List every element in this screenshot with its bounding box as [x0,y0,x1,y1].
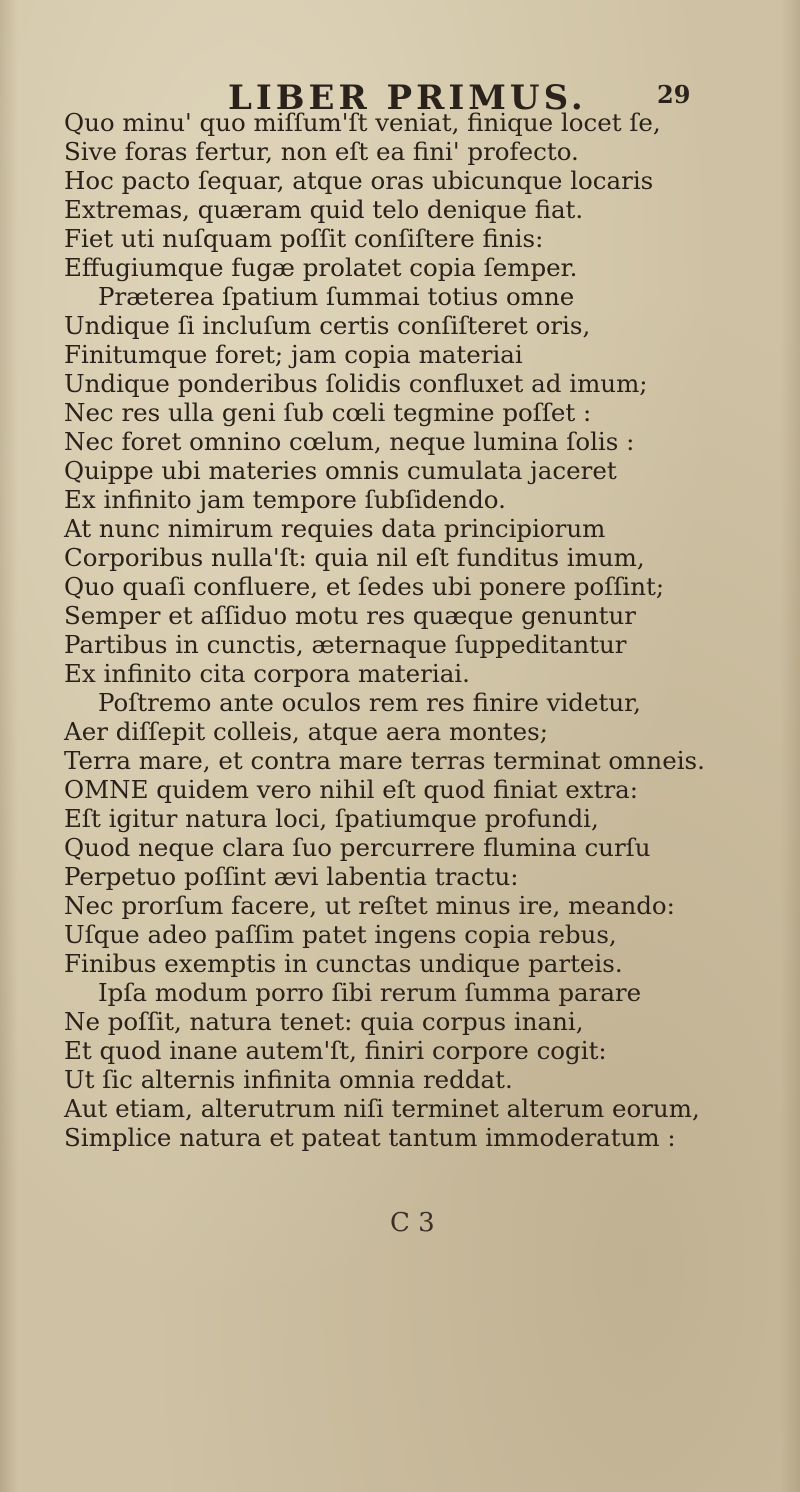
verse-line: Quod neque clara ſuo percurrere flumina curſu [64,833,651,862]
verse-line: Terra mare, et contra mare terras terminat omneis. [64,746,705,775]
verse-line: Undique ponderibus ſolidis confluxet ad imum; [64,369,648,398]
verse-line: Quo minu' quo miſſum'ſt veniat, finique locet ſe, [64,108,661,137]
running-head: LIBER PRIMUS. [228,78,587,118]
verse-line: Finitumque foret; jam copia materiai [64,340,523,369]
verse-line: Nec res ulla geni ſub cœli tegmine poſſet : [64,398,592,427]
verse-line: Fiet uti nuſquam poſſit conſiſtere finis: [64,224,544,253]
verse-line: Nec prorſum facere, ut reſtet minus ire, meando: [64,891,675,920]
verse-line: Eſt igitur natura loci, ſpatiumque profundi, [64,804,599,833]
verse-line: OMNE quidem vero nihil eſt quod finiat extra: [64,775,639,804]
verse-line: Perpetuo poſſint ævi labentia tractu: [64,862,519,891]
verse-line: Ex infinito cita corpora materiai. [64,659,470,688]
verse-line: Ipſa modum porro ſibi rerum ſumma parare [98,978,642,1007]
verse-line: Et quod inane autem'ſt, finiri corpore cogit: [64,1036,607,1065]
verse-line: Præterea ſpatium ſummai totius omne [98,282,575,311]
verse-line: Quippe ubi materies omnis cumulata jaceret [64,456,617,485]
verse-line: Ut ſic alternis infinita omnia reddat. [64,1065,513,1094]
verse-line: Ne poſſit, natura tenet: quia corpus inani, [64,1007,584,1036]
verse-line: Sive foras fertur, non eſt ea fini' profecto. [64,137,579,166]
verse-line: Uſque adeo paſſim patet ingens copia rebus, [64,920,617,949]
verse-line: Effugiumque fugæ prolatet copia ſemper. [64,253,578,282]
verse-line: Quo quaſi confluere, et ſedes ubi ponere poſſint; [64,572,665,601]
verse-line: Ex infinito jam tempore ſubſidendo. [64,485,506,514]
verse-line: Hoc pacto ſequar, atque oras ubicunque locaris [64,166,654,195]
verse-line: Semper et aſſiduo motu res quæque genuntur [64,601,636,630]
verse-line: Undique ſi incluſum certis conſiſteret oris, [64,311,591,340]
verse-line: Aut etiam, alterutrum niſi terminet alterum eorum, [64,1094,700,1123]
verse-line: Nec foret omnino cœlum, neque lumina ſolis : [64,427,635,456]
verse-line: Partibus in cunctis, æternaque ſuppeditantur [64,630,627,659]
verse-line: Corporibus nulla'ſt: quia nil eſt funditus imum, [64,543,645,572]
page-number: 29 [657,80,691,109]
verse-line: At nunc nimirum requies data principiorum [64,514,606,543]
verse-line: Poſtremo ante oculos rem res finire videtur, [98,688,641,717]
verse-line: Finibus exemptis in cunctas undique parteis. [64,949,623,978]
printer-signature: C 3 [390,1208,435,1238]
verse-line: Aer diſſepit colleis, atque aera montes; [64,717,548,746]
verse-line: Simplice natura et pateat tantum immoderatum : [64,1123,676,1152]
verse-line: Extremas, quæram quid telo denique fiat. [64,195,584,224]
